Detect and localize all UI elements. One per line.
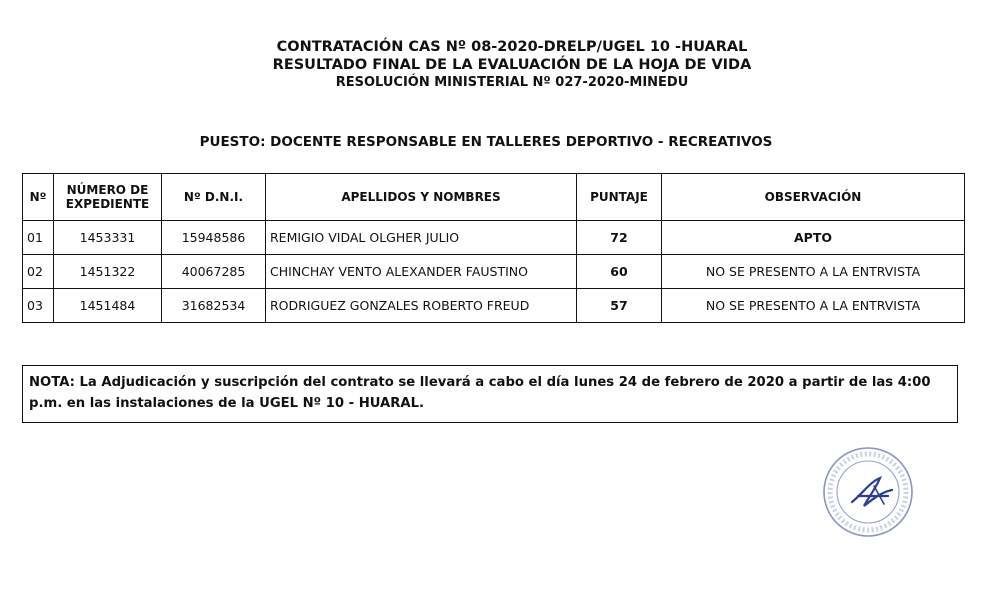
table-row xyxy=(23,221,965,255)
col-header-puntaje: PUNTAJE xyxy=(577,174,662,221)
cell-nombres: CHINCHAY VENTO ALEXANDER FAUSTINO xyxy=(266,255,577,289)
note-box: NOTA: La Adjudicación y suscripción del contrato se llevará a cabo el día lunes 24 de febrero de 2020 a partir de las 4:00 p.m. en las instalaciones de la UGEL Nº 10 - HUARAL. xyxy=(22,365,958,423)
cell-puntaje: 72 xyxy=(577,221,662,255)
table-row xyxy=(23,255,965,289)
cell-expediente: 1451322 xyxy=(54,255,162,289)
cell-expediente: 1453331 xyxy=(54,221,162,255)
cell-no: 02 xyxy=(23,255,54,289)
results-table xyxy=(22,173,965,323)
table-row xyxy=(23,289,965,323)
cell-nombres: RODRIGUEZ GONZALES ROBERTO FREUD xyxy=(266,289,577,323)
cell-puntaje: 60 xyxy=(577,255,662,289)
document-header xyxy=(0,38,1000,91)
table-header-row xyxy=(23,174,965,221)
col-header-expediente: NÚMERO DE EXPEDIENTE xyxy=(54,174,162,221)
official-seal-icon xyxy=(818,442,918,542)
header-resolution: RESOLUCIÓN MINISTERIAL Nº 027-2020-MINEDU xyxy=(335,75,689,90)
cell-expediente: 1451484 xyxy=(54,289,162,323)
header-title: CONTRATACIÓN CAS Nº 08-2020-DRELP/UGEL 10 -HUARAL xyxy=(276,39,748,55)
cell-observacion: NO SE PRESENTO A LA ENTRVISTA xyxy=(662,289,965,323)
cell-observacion: NO SE PRESENTO A LA ENTRVISTA xyxy=(662,255,965,289)
col-header-observacion: OBSERVACIÓN xyxy=(662,174,965,221)
cell-dni: 31682534 xyxy=(162,289,266,323)
header-subtitle: RESULTADO FINAL DE LA EVALUACIÓN DE LA HOJA DE VIDA xyxy=(272,57,752,73)
col-header-no: Nº xyxy=(23,174,54,221)
cell-dni: 15948586 xyxy=(162,221,266,255)
position-title: PUESTO: DOCENTE RESPONSABLE EN TALLERES DEPORTIVO - RECREATIVOS xyxy=(199,134,773,150)
cell-no: 03 xyxy=(23,289,54,323)
cell-nombres: REMIGIO VIDAL OLGHER JULIO xyxy=(266,221,577,255)
cell-puntaje: 57 xyxy=(577,289,662,323)
col-header-dni: Nº D.N.I. xyxy=(162,174,266,221)
col-header-nombres: APELLIDOS Y NOMBRES xyxy=(266,174,577,221)
cell-no: 01 xyxy=(23,221,54,255)
cell-observacion: APTO xyxy=(662,221,965,255)
cell-dni: 40067285 xyxy=(162,255,266,289)
